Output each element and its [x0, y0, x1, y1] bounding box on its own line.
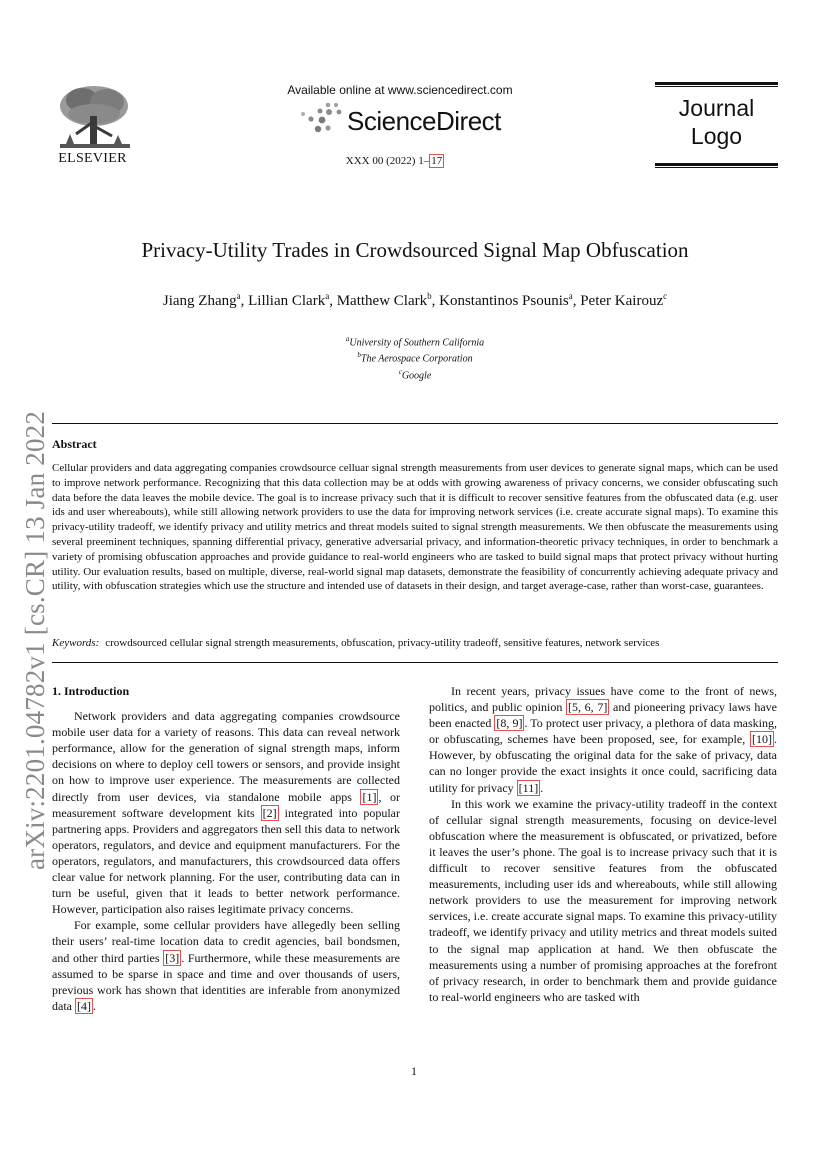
author-affiliation-mark: a [236, 291, 241, 301]
intro-paragraph-3: In recent years, privacy issues have come to the front of news, politics, and public opinion [5, 6, 7] and pioneering privacy laws have been enacted [8, 9] . To protect user privacy, a plethora of data masking, or obfuscating, schemes have been proposed, see, for example, [10] . However, by obfuscating the original data for the sake of privacy, data can no longer provide the exact insights it once could, sacrificing data utility for privacy [11] . [429, 684, 777, 795]
elsevier-tree-logo [52, 82, 136, 154]
citation-link[interactable]: [11] [518, 780, 539, 795]
affiliation [52, 349, 778, 365]
section-heading-introduction: 1. Introduction [52, 684, 130, 698]
logo-rule-bottom [655, 163, 778, 166]
intro-paragraph-2: For example, some cellular providers have allegedly been selling their users’ real-time location data to credit agencies, bail bondsmen, and other third parties [3] . Furthermore, while these measurements are assumed to be sparse in space and time and over thousands of users, previous work has shown that identities are inferable from anonymized data [4] . [52, 918, 400, 1013]
author-affiliation-mark: c [663, 291, 668, 301]
author-name: Konstantinos Psounis [439, 293, 569, 309]
affiliation-name: Google [401, 369, 432, 381]
abstract-top-rule [52, 423, 778, 424]
keywords-text: crowdsourced cellular signal strength measurements, obfuscation, privacy-utility tradeoff, sensitive features, network services [105, 637, 660, 649]
citation-link[interactable]: [10] [752, 732, 772, 747]
journal-ref-text: XXX 00 (2022) 1– [345, 155, 430, 167]
affiliation-name: University of Southern California [349, 337, 485, 349]
affiliation [52, 366, 778, 382]
logo-rule-bottom-thin [655, 167, 778, 168]
author-name: Jiang Zhang [162, 293, 237, 309]
affiliation-mark: c [398, 367, 402, 376]
citation-link[interactable]: [3] [165, 950, 180, 965]
citation-link[interactable]: [8, 9] [496, 716, 523, 731]
author-name: Lillian Clark [248, 293, 326, 309]
abstract-bottom-rule [52, 662, 778, 663]
citation-link[interactable]: [2] [262, 805, 277, 820]
keywords-label: Keywords: [52, 637, 100, 649]
affiliation-mark: a [345, 335, 350, 343]
sciencedirect-wordmark: ScienceDirect [347, 106, 501, 136]
author-name: Matthew Clark [336, 293, 428, 309]
author-list: Jiang Zhang$^a$, Lillian Clark$^a$, Matthew Clark$^b$, Konstantinos Psounis$^a$, Peter Kairouz$^c$ [162, 291, 668, 309]
publisher-name: ELSEVIER [58, 151, 127, 166]
abstract-text: Cellular providers and data aggregating companies crowdsource celluar signal strength measurements from user devices to generate signal maps, which can be used to improve network performance. Recognizing that this data collection may be at odds with growing awareness of privacy concerns, we consider obfuscating such data before the data leaves the mobile device. The goal is to increase privacy such that it is difficult to recover sensitive features from the obfuscated data (e.g. user ids and user whereabouts), while still allowing network providers to use the data for improving network services (i.e. create accurate signal maps). To examine this privacy-utility tradeoff, we identify privacy and utility metrics and threat models suited to signal strength measurements. We then obfuscate the measurements using several preeminent techniques, spanning differential privacy, generative adversarial privacy, and information-theoretic privacy techniques, in order to benchmark a variety of promising obfuscation approaches and provide guidance to real-world engineers who are tasked to build signal maps that protect privacy without hurting utility. Our evaluation results, based on multiple, diverse, real-world signal map datasets, demonstrate the feasibility of concurrently achieving adequate privacy and utility, with obfuscation strategies which use the structure and intended use of datasets in their design, and target average-case, rather than worst-case, guarantees. [52, 462, 778, 593]
journal-ref-last-page-link[interactable]: 17 [431, 155, 443, 167]
available-online-text: Available online at www.sciencedirect.com [287, 83, 513, 97]
journal-logo-line1: Journal [678, 95, 755, 121]
citation-link[interactable]: [5, 6, 7] [568, 700, 608, 715]
journal-logo-placeholder [655, 82, 778, 168]
affiliation-list [52, 333, 778, 382]
intro-paragraph-1: Network providers and data aggregating companies crowdsource mobile user data for a variety of reasons. This data can reveal network performance, allow for the generation of signal strength maps, inform decisions on where to deploy cell towers or sensors, and provide insight on how to improve user experience. The measurements are collected directly from user devices, via standalone mobile apps [1] , or measurement software development kits [2] integrated into popular partnering apps. Providers and aggregators then sell this data to network operators, regulators, and device and equipment manufacturers. For the operators, regulators, and manufacturers, this crowdsourced data offers clear value for network planning. For the user, contributing data can in turn be useful, given that it leads to better network performance. However, participation also raises legitimate privacy concerns. [52, 709, 400, 917]
author-affiliation-mark: b [427, 291, 432, 301]
abstract-heading: Abstract [52, 437, 97, 451]
author-affiliation-mark: a [325, 291, 330, 301]
logo-rule-top-thin [655, 86, 778, 87]
body-column-right [429, 683, 777, 1005]
arxiv-identifier-stamp: arXiv:2201.04782v1 [cs.CR] 13 Jan 2022 [20, 410, 50, 870]
citation-link[interactable]: [1] [362, 789, 377, 804]
intro-paragraph-4: In this work we examine the privacy-utility tradeoff in the context of cellular signal strength measurements, focusing on device-level obfuscation where the measurement is obfuscated, or privatized, before it leaves the user’s phone. The goal is to increase privacy such that it is difficult to recover sensitive features from the obfuscated measurements, including user ids and whereabouts, while still allowing network providers to use the measurement for improving network services, i.e. create accurate signal maps. To examine this privacy-utility tradeoff, we identify privacy and utility metrics and threat models suited to the signal map application at hand. We then obfuscate the measurements using a number of promising approaches at the forefront of privacy research, in order to benchmark them and provide guidance to real-world engineers who are tasked with [429, 796, 777, 1004]
author-name: Peter Kairouz [580, 293, 664, 309]
paper-title: Privacy-Utility Trades in Crowdsourced Signal Map Obfuscation [141, 238, 689, 262]
affiliation-name: The Aerospace Corporation [360, 353, 473, 365]
logo-rule-top [655, 82, 778, 85]
journal-reference [300, 155, 490, 167]
journal-logo-line2: Logo [690, 123, 743, 149]
author-affiliation-mark: a [568, 291, 573, 301]
body-column-left [52, 683, 400, 1014]
keywords-line [52, 637, 778, 649]
journal-logo-text [655, 94, 778, 150]
page-number: 1 [411, 1064, 417, 1078]
affiliation [52, 333, 778, 349]
sciencedirect-dots-icon [298, 101, 342, 135]
citation-link[interactable]: [4] [77, 998, 91, 1013]
affiliation-mark: b [357, 351, 361, 360]
